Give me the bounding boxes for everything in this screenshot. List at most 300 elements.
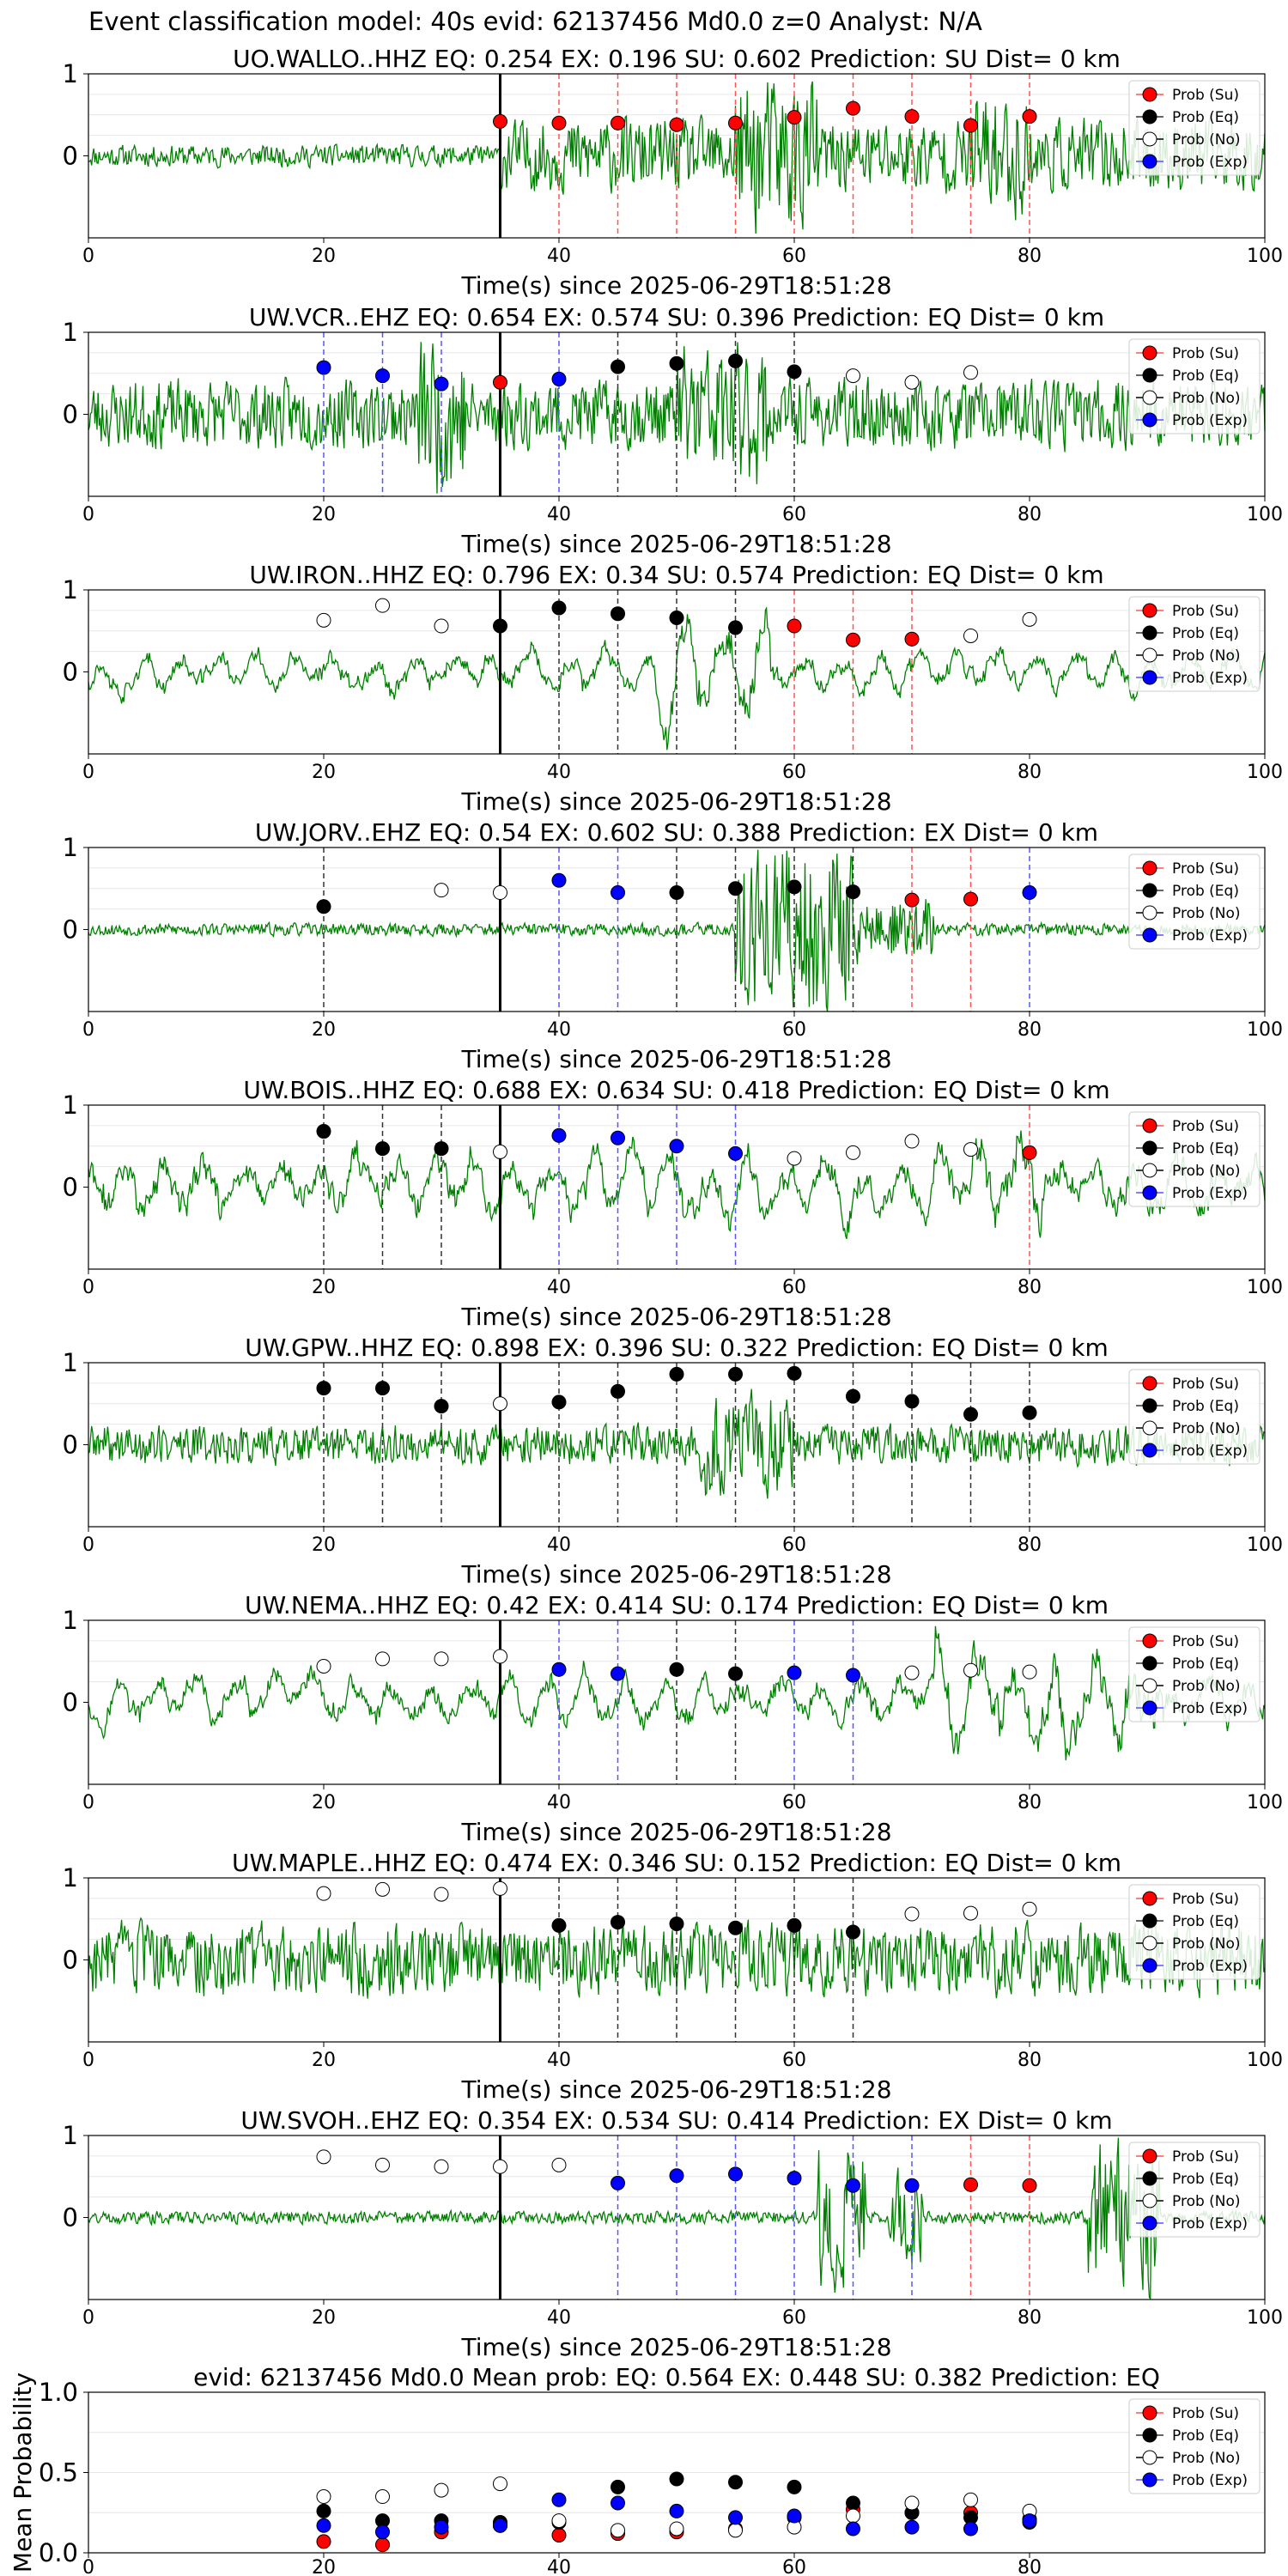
x-tick-label: 0 — [82, 1019, 94, 1041]
x-tick-label: 100 — [1247, 1019, 1283, 1041]
prob-marker-exp — [434, 377, 448, 391]
legend-marker-su — [1143, 2406, 1157, 2420]
x-tick-label: 40 — [547, 1792, 571, 1814]
station-panel-9 — [63, 2106, 1283, 2361]
x-tick-label: 0 — [82, 1792, 94, 1814]
prob-marker-no — [847, 1145, 860, 1159]
x-tick-label: 60 — [782, 1792, 806, 1814]
prob-marker-exp — [729, 2167, 743, 2181]
mean-marker-exp — [317, 2518, 331, 2532]
prob-marker-eq — [670, 1662, 683, 1676]
prob-marker-exp — [552, 873, 566, 887]
x-tick-label: 80 — [1018, 1277, 1042, 1298]
legend-marker-exp — [1143, 1443, 1157, 1457]
prob-marker-eq — [847, 1389, 860, 1403]
prob-marker-no — [434, 2160, 448, 2173]
y-tick-label: 0 — [62, 1430, 78, 1460]
panel-title: UW.BOIS..HHZ EQ: 0.688 EX: 0.634 SU: 0.418 Prediction: EQ Dist= 0 km — [243, 1076, 1110, 1104]
mean-marker-exp — [611, 2496, 625, 2510]
panel-title: UW.MAPLE..HHZ EQ: 0.474 EX: 0.346 SU: 0.152 Prediction: EQ Dist= 0 km — [232, 1849, 1121, 1877]
prob-marker-eq — [787, 880, 801, 894]
prob-marker-exp — [787, 2172, 801, 2185]
prob-marker-su — [1023, 110, 1036, 124]
y-tick-label: 0 — [62, 399, 78, 429]
legend-label-su: Prob (Su) — [1172, 87, 1239, 104]
y-tick-label: 0 — [62, 914, 78, 945]
prob-marker-su — [1023, 2178, 1036, 2192]
station-panel-8 — [63, 1849, 1283, 2104]
legend-label-exp: Prob (Exp) — [1172, 1443, 1249, 1460]
legend-10 — [1129, 2399, 1260, 2494]
mean-marker-exp — [670, 2504, 683, 2518]
prob-marker-no — [494, 1649, 507, 1663]
y-tick-label: 0.0 — [38, 2538, 78, 2567]
x-tick-label: 100 — [1247, 1792, 1283, 1814]
prob-marker-eq — [847, 1925, 860, 1939]
prob-marker-eq — [670, 356, 683, 370]
prob-marker-exp — [670, 2169, 683, 2183]
legend-marker-su — [1143, 604, 1157, 617]
legend-marker-su — [1143, 861, 1157, 875]
legend-marker-no — [1143, 648, 1157, 662]
station-panel-5 — [63, 1076, 1283, 1331]
prob-marker-no — [376, 1652, 390, 1666]
x-tick-label: 80 — [1018, 1534, 1042, 1556]
x-tick-label: 0 — [82, 762, 94, 783]
prob-marker-eq — [670, 1367, 683, 1381]
legend-marker-su — [1143, 1634, 1157, 1648]
y-tick-label: 1 — [62, 1091, 78, 1120]
legend-marker-exp — [1143, 1186, 1157, 1200]
legend-5 — [1129, 1112, 1260, 1206]
mean-marker-no — [494, 2477, 507, 2491]
prob-marker-eq — [670, 1917, 683, 1930]
legend-marker-eq — [1143, 884, 1157, 897]
x-axis-label: Time(s) since 2025-06-29T18:51:28 — [461, 271, 892, 300]
mean-marker-exp — [1023, 2514, 1036, 2528]
x-tick-label: 20 — [312, 2050, 336, 2071]
y-axis-label: Mean Probability — [9, 2372, 37, 2573]
prob-marker-su — [787, 619, 801, 633]
prob-marker-exp — [847, 1668, 860, 1682]
legend-label-su: Prob (Su) — [1172, 1118, 1239, 1135]
legend-marker-no — [1143, 906, 1157, 920]
prob-marker-no — [434, 1652, 448, 1666]
x-tick-label: 80 — [1018, 246, 1042, 267]
prob-marker-eq — [729, 1921, 743, 1935]
legend-label-su: Prob (Su) — [1172, 345, 1239, 362]
prob-marker-eq — [317, 1125, 331, 1139]
mean-marker-eq — [847, 2496, 860, 2510]
y-tick-label: 0 — [62, 1172, 78, 1202]
legend-marker-exp — [1143, 1959, 1157, 1972]
x-tick-label: 0 — [82, 2557, 94, 2576]
mean-marker-exp — [787, 2509, 801, 2523]
x-tick-label: 0 — [82, 2050, 94, 2071]
x-tick-label: 60 — [782, 1534, 806, 1556]
prob-marker-su — [905, 110, 919, 124]
prob-marker-no — [376, 1882, 390, 1896]
y-tick-label: 0 — [62, 1945, 78, 1975]
prob-marker-no — [434, 619, 448, 633]
station-panel-6 — [63, 1334, 1283, 1589]
legend-marker-eq — [1143, 2172, 1157, 2185]
x-tick-label: 80 — [1018, 504, 1042, 526]
x-tick-label: 40 — [547, 1534, 571, 1556]
mean-marker-eq — [611, 2480, 625, 2494]
x-tick-label: 80 — [1018, 1792, 1042, 1814]
legend-label-su: Prob (Su) — [1172, 603, 1239, 620]
prob-marker-no — [434, 1887, 448, 1901]
legend-label-no: Prob (No) — [1172, 905, 1241, 922]
prob-marker-exp — [611, 886, 625, 900]
x-tick-label: 60 — [782, 504, 806, 526]
prob-marker-no — [964, 1143, 978, 1157]
y-tick-label: 0 — [62, 141, 78, 171]
prob-marker-eq — [611, 360, 625, 374]
y-tick-label: 0.5 — [38, 2458, 78, 2488]
y-tick-label: 1 — [62, 2121, 78, 2150]
x-tick-label: 100 — [1247, 246, 1283, 267]
prob-marker-eq — [787, 1918, 801, 1932]
legend-marker-no — [1143, 1679, 1157, 1692]
legend-label-eq: Prob (Eq) — [1172, 1913, 1239, 1930]
prob-marker-no — [1023, 1902, 1036, 1916]
prob-marker-no — [552, 2158, 566, 2172]
prob-marker-eq — [729, 1667, 743, 1680]
x-tick-label: 0 — [82, 504, 94, 526]
legend-marker-exp — [1143, 928, 1157, 942]
prob-marker-eq — [729, 1367, 743, 1381]
prob-marker-no — [317, 2150, 331, 2164]
prob-marker-su — [787, 111, 801, 125]
prob-marker-su — [611, 116, 625, 130]
mean-marker-no — [847, 2509, 860, 2523]
x-tick-label: 80 — [1018, 2307, 1042, 2329]
station-panel-2 — [63, 303, 1283, 558]
legend-marker-exp — [1143, 155, 1157, 168]
prob-marker-eq — [729, 882, 743, 896]
x-axis-label: Time(s) since 2025-06-29T18:51:28 — [461, 1303, 892, 1331]
mean-marker-no — [905, 2496, 919, 2510]
legend-8 — [1129, 1885, 1260, 1979]
prob-marker-su — [494, 375, 507, 389]
mean-marker-exp — [964, 2522, 978, 2536]
mean-marker-exp — [847, 2522, 860, 2536]
prob-marker-no — [964, 1906, 978, 1920]
x-tick-label: 60 — [782, 2307, 806, 2329]
x-tick-label: 20 — [312, 1019, 336, 1041]
prob-marker-su — [905, 893, 919, 907]
y-tick-label: 0 — [62, 2202, 78, 2233]
prob-marker-no — [317, 613, 331, 627]
prob-marker-eq — [317, 900, 331, 914]
prob-marker-exp — [552, 1662, 566, 1676]
prob-marker-eq — [552, 1395, 566, 1409]
legend-label-no: Prob (No) — [1172, 2450, 1241, 2467]
panel-title: evid: 62137456 Md0.0 Mean prob: EQ: 0.564 EX: 0.448 SU: 0.382 Prediction: EQ — [193, 2363, 1160, 2391]
prob-marker-eq — [376, 1142, 390, 1156]
mean-marker-no — [670, 2522, 683, 2536]
y-tick-label: 0 — [62, 1687, 78, 1717]
prob-marker-exp — [905, 2178, 919, 2192]
mean-marker-eq — [317, 2504, 331, 2518]
mean-marker-eq — [787, 2480, 801, 2494]
prob-marker-no — [434, 884, 448, 897]
legend-marker-exp — [1143, 413, 1157, 427]
x-axis-label: Time(s) since 2025-06-29T18:51:28 — [461, 1818, 892, 1846]
panel-title: UW.SVOH..EHZ EQ: 0.354 EX: 0.534 SU: 0.414 Prediction: EX Dist= 0 km — [240, 2106, 1113, 2135]
legend-label-eq: Prob (Eq) — [1172, 109, 1239, 126]
legend-label-eq: Prob (Eq) — [1172, 1398, 1239, 1415]
legend-marker-eq — [1143, 110, 1157, 124]
prob-marker-su — [552, 116, 566, 130]
x-tick-label: 80 — [1018, 762, 1042, 783]
legend-6 — [1129, 1370, 1260, 1464]
prob-marker-su — [847, 633, 860, 647]
prob-marker-eq — [494, 619, 507, 633]
prob-marker-su — [964, 118, 978, 132]
x-tick-label: 40 — [547, 504, 571, 526]
legend-label-su: Prob (Su) — [1172, 1891, 1239, 1908]
x-axis-label: Time(s) since 2025-06-29T18:51:28 — [461, 2075, 892, 2104]
panel-title: UW.GPW..HHZ EQ: 0.898 EX: 0.396 SU: 0.322 Prediction: EQ Dist= 0 km — [245, 1334, 1109, 1362]
prob-marker-no — [494, 1397, 507, 1411]
prob-marker-no — [1023, 612, 1036, 626]
mean-marker-eq — [729, 2476, 743, 2489]
mean-marker-exp — [376, 2525, 390, 2539]
legend-label-no: Prob (No) — [1172, 1163, 1241, 1180]
y-tick-label: 1 — [62, 1863, 78, 1893]
mean-marker-no — [317, 2490, 331, 2504]
prob-marker-no — [905, 375, 919, 389]
prob-marker-exp — [376, 369, 390, 383]
prob-marker-no — [964, 629, 978, 642]
prob-marker-su — [964, 2178, 978, 2191]
legend-label-exp: Prob (Exp) — [1172, 927, 1249, 945]
legend-marker-su — [1143, 1119, 1157, 1133]
panel-title: UO.WALLO..HHZ EQ: 0.254 EX: 0.196 SU: 0.602 Prediction: SU Dist= 0 km — [233, 45, 1121, 73]
prob-marker-no — [905, 1666, 919, 1680]
legend-1 — [1129, 81, 1260, 175]
x-tick-label: 60 — [782, 246, 806, 267]
legend-label-eq: Prob (Eq) — [1172, 625, 1239, 642]
legend-label-exp: Prob (Exp) — [1172, 670, 1249, 687]
station-panel-7 — [63, 1591, 1283, 1846]
x-tick-label: 20 — [312, 1792, 336, 1814]
legend-marker-su — [1143, 88, 1157, 101]
x-tick-label: 0 — [82, 2307, 94, 2329]
legend-marker-eq — [1143, 368, 1157, 382]
mean-marker-exp — [434, 2520, 448, 2534]
prob-marker-eq — [611, 1384, 625, 1398]
mean-marker-no — [964, 2493, 978, 2506]
x-tick-label: 60 — [782, 2050, 806, 2071]
prob-marker-eq — [905, 1394, 919, 1408]
legend-label-no: Prob (No) — [1172, 390, 1241, 407]
prob-marker-exp — [552, 372, 566, 386]
prob-marker-no — [905, 1907, 919, 1921]
mean-marker-no — [552, 2514, 566, 2528]
legend-label-exp: Prob (Exp) — [1172, 1700, 1249, 1717]
legend-marker-eq — [1143, 626, 1157, 640]
prob-marker-no — [376, 2158, 390, 2172]
mean-marker-no — [434, 2483, 448, 2497]
legend-label-eq: Prob (Eq) — [1172, 1656, 1239, 1673]
prob-marker-exp — [729, 1146, 743, 1160]
legend-label-su: Prob (Su) — [1172, 2405, 1239, 2422]
prob-marker-eq — [434, 1142, 448, 1156]
prob-marker-exp — [787, 1666, 801, 1680]
y-tick-label: 0 — [62, 657, 78, 687]
prob-marker-no — [964, 1663, 978, 1677]
station-panel-3 — [63, 561, 1283, 816]
prob-marker-eq — [729, 354, 743, 368]
legend-label-eq: Prob (Eq) — [1172, 2427, 1239, 2445]
legend-label-no: Prob (No) — [1172, 1420, 1241, 1437]
prob-marker-eq — [729, 621, 743, 635]
y-tick-label: 1 — [62, 575, 78, 605]
prob-marker-exp — [847, 2178, 860, 2192]
legend-marker-su — [1143, 1376, 1157, 1390]
prob-marker-no — [905, 1134, 919, 1148]
legend-marker-su — [1143, 2149, 1157, 2163]
prob-marker-no — [317, 1886, 331, 1900]
panel-title: UW.JORV..EHZ EQ: 0.54 EX: 0.602 SU: 0.388 Prediction: EX Dist= 0 km — [254, 818, 1099, 847]
x-tick-label: 60 — [782, 1277, 806, 1298]
prob-marker-exp — [317, 361, 331, 374]
legend-marker-no — [1143, 2451, 1157, 2464]
x-tick-label: 40 — [547, 762, 571, 783]
mean-marker-su — [317, 2535, 331, 2549]
legend-label-su: Prob (Su) — [1172, 1376, 1239, 1393]
prob-marker-eq — [670, 611, 683, 624]
x-tick-label: 0 — [82, 1277, 94, 1298]
legend-label-eq: Prob (Eq) — [1172, 368, 1239, 385]
prob-marker-eq — [611, 607, 625, 621]
prob-marker-no — [1023, 1665, 1036, 1679]
legend-label-eq: Prob (Eq) — [1172, 1140, 1239, 1157]
legend-marker-no — [1143, 1421, 1157, 1435]
prob-marker-su — [905, 632, 919, 646]
legend-label-su: Prob (Su) — [1172, 2148, 1239, 2166]
mean-marker-no — [729, 2524, 743, 2537]
legend-label-no: Prob (No) — [1172, 647, 1241, 665]
prob-marker-su — [494, 114, 507, 128]
mean-marker-exp — [729, 2511, 743, 2524]
x-tick-label: 60 — [782, 2557, 806, 2576]
x-tick-label: 100 — [1247, 1277, 1283, 1298]
prob-marker-eq — [552, 1918, 566, 1932]
legend-marker-no — [1143, 132, 1157, 146]
station-panel-4 — [63, 818, 1283, 1073]
mean-marker-eq — [670, 2472, 683, 2486]
legend-marker-exp — [1143, 1701, 1157, 1715]
legend-marker-exp — [1143, 2473, 1157, 2487]
x-tick-label: 0 — [82, 1534, 94, 1556]
legend-label-exp: Prob (Exp) — [1172, 154, 1249, 171]
prob-marker-eq — [964, 1407, 978, 1421]
prob-marker-eq — [847, 885, 860, 899]
prob-marker-exp — [552, 1128, 566, 1142]
prob-marker-no — [964, 366, 978, 380]
x-tick-label: 20 — [312, 762, 336, 783]
prob-marker-su — [1023, 1145, 1036, 1159]
legend-4 — [1129, 854, 1260, 949]
mean-probability-panel — [9, 2363, 1265, 2576]
x-tick-label: 40 — [547, 1019, 571, 1041]
prob-marker-su — [670, 118, 683, 131]
x-tick-label: 100 — [1247, 504, 1283, 526]
legend-marker-exp — [1143, 2216, 1157, 2230]
mean-marker-su — [552, 2528, 566, 2542]
prob-marker-eq — [787, 365, 801, 379]
prob-marker-eq — [376, 1382, 390, 1395]
prob-marker-no — [494, 1881, 507, 1895]
prob-marker-no — [494, 886, 507, 900]
legend-marker-no — [1143, 2194, 1157, 2208]
panel-title: UW.IRON..HHZ EQ: 0.796 EX: 0.34 SU: 0.574 Prediction: EQ Dist= 0 km — [249, 561, 1104, 589]
x-tick-label: 100 — [1247, 1534, 1283, 1556]
mean-marker-no — [611, 2524, 625, 2537]
prob-marker-su — [729, 116, 743, 130]
prob-marker-eq — [787, 1366, 801, 1380]
prob-marker-exp — [1023, 886, 1036, 900]
prob-marker-eq — [317, 1382, 331, 1395]
x-axis-label: Time(s) since 2025-06-29T18:51:28 — [461, 530, 892, 558]
x-tick-label: 20 — [312, 1534, 336, 1556]
legend-marker-eq — [1143, 1399, 1157, 1413]
legend-marker-eq — [1143, 2428, 1157, 2442]
legend-label-exp: Prob (Exp) — [1172, 2472, 1249, 2489]
mean-marker-exp — [494, 2518, 507, 2532]
x-tick-label: 40 — [547, 246, 571, 267]
prob-marker-no — [376, 598, 390, 612]
prob-marker-eq — [1023, 1406, 1036, 1419]
legend-marker-exp — [1143, 671, 1157, 684]
legend-label-su: Prob (Su) — [1172, 860, 1239, 878]
x-tick-label: 40 — [547, 2307, 571, 2329]
legend-label-no: Prob (No) — [1172, 1678, 1241, 1695]
legend-label-eq: Prob (Eq) — [1172, 883, 1239, 900]
legend-label-exp: Prob (Exp) — [1172, 2215, 1249, 2233]
legend-label-exp: Prob (Exp) — [1172, 412, 1249, 429]
legend-label-su: Prob (Su) — [1172, 1633, 1239, 1650]
legend-marker-no — [1143, 1936, 1157, 1950]
prob-marker-eq — [670, 886, 683, 900]
prob-marker-exp — [611, 1667, 625, 1680]
y-tick-label: 1 — [62, 833, 78, 862]
x-tick-label: 100 — [1247, 2050, 1283, 2071]
x-axis-label: Time(s) since 2025-06-29T18:51:28 — [461, 1560, 892, 1589]
station-panel-1 — [63, 45, 1283, 300]
legend-label-no: Prob (No) — [1172, 1935, 1241, 1953]
mean-marker-su — [376, 2538, 390, 2552]
x-tick-label: 40 — [547, 2050, 571, 2071]
prob-marker-eq — [434, 1400, 448, 1413]
x-axis-label: Time(s) since 2025-06-29T18:51:28 — [461, 1045, 892, 1073]
x-tick-label: 80 — [1018, 1019, 1042, 1041]
mean-marker-no — [376, 2490, 390, 2504]
prob-marker-no — [787, 1151, 801, 1165]
x-tick-label: 20 — [312, 246, 336, 267]
legend-marker-su — [1143, 346, 1157, 360]
prob-marker-no — [494, 1145, 507, 1158]
prob-marker-no — [317, 1659, 331, 1673]
prob-marker-eq — [552, 601, 566, 615]
legend-9 — [1129, 2142, 1260, 2237]
prob-marker-exp — [670, 1139, 683, 1153]
